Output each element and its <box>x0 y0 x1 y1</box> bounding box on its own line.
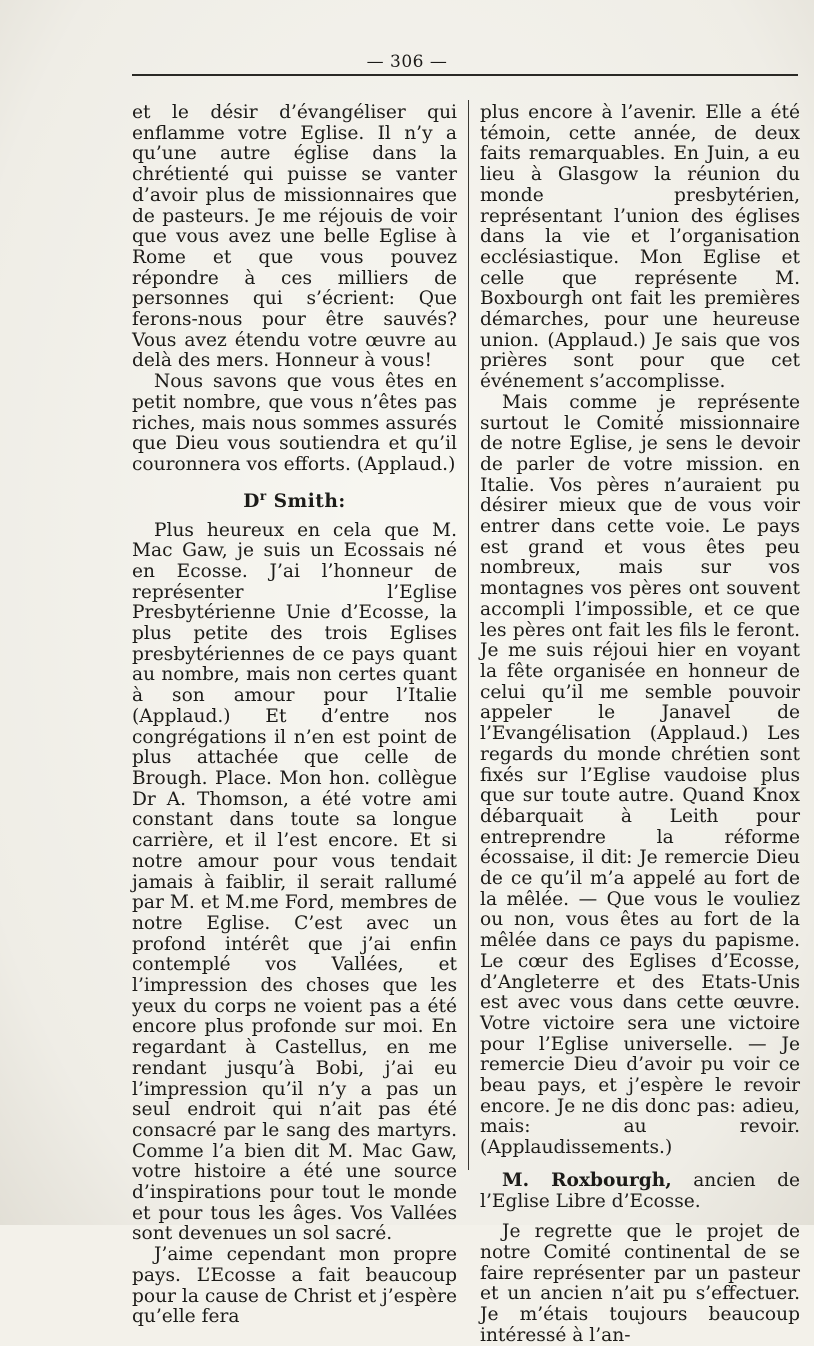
left-column <box>132 103 457 1328</box>
left-paragraph-3: Plus heureux en cela que M. Mac Gaw, je suis un Ecossais né en Ecosse. J’ai l’honneur de représenter l’Eglise Presbytérienne Unie d’Ecosse, la plus petite des trois Eglises presbytériennes de ce pays quant au nombre, mais non certes quant à son amour pour l’Italie (Applaud.) Et d’entre nos congrégations il n’en est point de plus attachée que celle de Brough. Place. Mon hon. collègue Dr A. Thomson, a été votre ami constant dans toute sa longue carrière, et il l’est encore. Et si notre amour pour vous tendait jamais à faiblir, il serait rallumé par M. et M.me Ford, membres de notre Eglise. C’est avec un profond intérêt que j’ai enfin contemplé vos Vallées, et l’impression des choses que les yeux du corps ne voient pas a été encore plus profonde sur moi. En regardant à Castellus, en me rendant jusqu’à Bobi, j’ai eu l’impression qu’il n’y a pas un seul endroit qui n’ait pas été consacré par le sang des martyrs. Comme l’a bien dit M. Mac Gaw, votre histoire a été une source d’inspirations pour tout le monde et pour tous les âges. Vos Vallées sont devenues un sol sacré. <box>132 519 457 1245</box>
page-number: — 306 — <box>366 52 448 72</box>
left-paragraph-1: et le désir d’évangéliser qui enflamme votre Eglise. Il n’y a qu’une autre église dans la chrétienté qui puisse se vanter d’avoir plus de missionnaires que de pasteurs. Je me réjouis de voir que vous avez une belle Eglise à Rome et que vous pouvez répondre à ces milliers de personnes qui s’écrient: Que ferons-nous pour être sauvés? Vous avez étendu votre œuvre au delà des mers. Honneur à vous! <box>132 102 457 372</box>
right-paragraph-3: Je regrette que le projet de notre Comité continental de se faire représenter par un pasteur et un ancien n’ait pu s’effectuer. Je m’étais toujours beaucoup intéressé à l’an- <box>480 1221 800 1346</box>
speaker-rest: Smith: <box>266 490 346 512</box>
left-paragraph-4: J’aime cependant mon propre pays. L’Ecosse a fait beaucoup pour la cause de Christ et j’espère qu’elle fera <box>132 1244 457 1328</box>
speaker-heading-smith <box>132 486 457 513</box>
speaker-prefix: D <box>243 490 260 512</box>
right-column <box>480 103 800 1346</box>
column-divider <box>468 100 469 1170</box>
header-rule <box>132 74 798 76</box>
left-paragraph-2: Nous savons que vous êtes en petit nombre, que vous n’êtes pas riches, mais nous sommes assurés que Dieu vous soutiendra et qu’il couronnera vos efforts. (Applaud.) <box>132 371 457 475</box>
right-paragraph-2: Mais comme je représente surtout le Comité missionnaire de notre Eglise, je sens le devoir de parler de votre mission. en Italie. Vos pères n’auraient pu désirer mieux que de vous voir entrer dans cette voie. Le pays est grand et vous êtes peu nombreux, mais sur vos montagnes vos pères ont souvent accompli l’impossible, et ce que les pères ont fait les fils le feront. Je me suis réjoui hier en voyant la fête organisée en honneur de celui qu’il me semble pouvoir appeler le Janavel de l’Evangélisation (Applaud.) Les regards du monde chrétien sont fixés sur l’Eglise vaudoise plus que sur toute autre. Quand Knox débarquait à Leith pour entreprendre la réforme écossaise, il dit: Je remercie Dieu de ce qu’il m’a appelé au fort de la mêlée. — Que vous le vouliez ou non, vous êtes au fort de la mêlée dans ce pays du papisme. Le cœur des Eglises d’Ecosse, d’Angleterre et des Etats-Unis est avec vous dans cette œuvre. Votre victoire sera une victoire pour l’Eglise universelle. — Je remercie Dieu d’avoir pu voir ce beau pays, et j’espère le revoir encore. Je ne dis donc pas: adieu, mais: au revoir. (Applaudissements.) <box>480 391 800 1159</box>
right-paragraph-1: plus encore à l’avenir. Elle a été témoin, cette année, de deux faits remarquables. En Juin, a eu lieu à Glasgow la réunion du monde presbytérien, représentant l’union des églises dans la vie et l’organisation ecclésiastique. Mon Eglise et celle que représente M. Boxbourgh ont fait les premières démarches, pour une heureuse union. (Applaud.) Je sais que vos prières sont pour que cet événement s’accomplisse. <box>480 102 800 393</box>
speaker-description: ancien de l’Eglise Libre d’Ecosse. <box>480 1169 800 1212</box>
speaker-heading-roxbourgh <box>480 1171 800 1212</box>
speaker-name: M. Roxbourgh, <box>502 1169 672 1191</box>
speaker-superscript: r <box>259 488 267 503</box>
